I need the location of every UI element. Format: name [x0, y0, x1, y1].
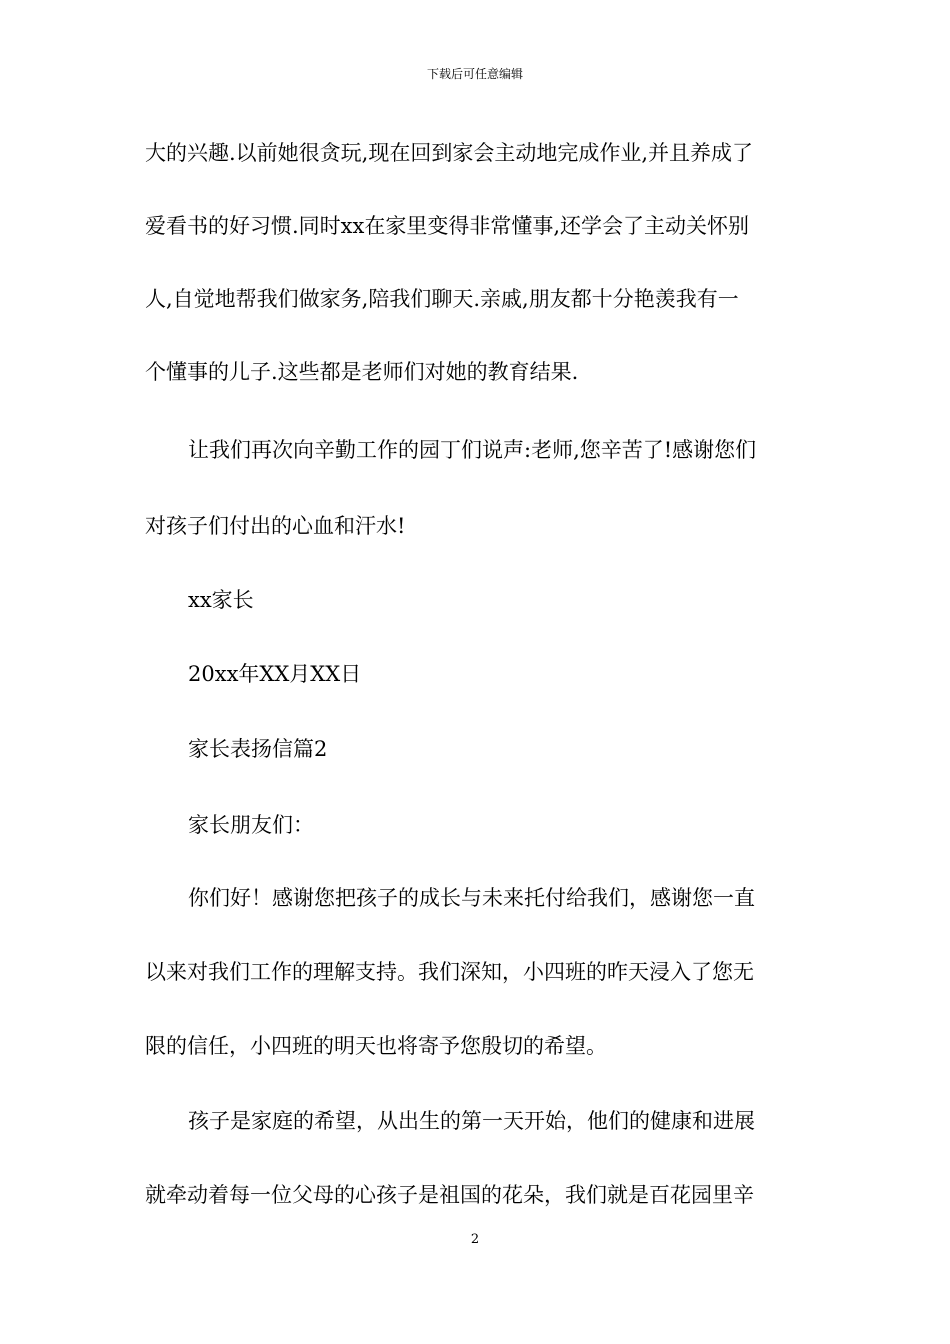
body-line: 大的兴趣.以前她很贪玩,现在回到家会主动地完成作业,并且养成了 [145, 141, 754, 165]
section-title: 家长表扬信篇2 [188, 737, 328, 761]
body-line: 以来对我们工作的理解支持。我们深知，小四班的昨天浸入了您无 [145, 960, 754, 984]
salutation: 家长朋友们： [188, 813, 314, 837]
page-number: 2 [470, 1232, 480, 1247]
body-line: 就牵动着每一位父母的心孩子是祖国的花朵，我们就是百花园里辛 [145, 1183, 754, 1207]
signature-parent: xx家长 [188, 588, 254, 612]
body-line: 爱看书的好习惯.同时xx在家里变得非常懂事,还学会了主动关怀别 [145, 214, 750, 238]
body-line: 限的信任，小四班的明天也将寄予您殷切的希望。 [145, 1034, 607, 1058]
body-line: 个懂事的儿子.这些都是老师们对她的教育结果. [145, 360, 579, 384]
body-line: 你们好！感谢您把孩子的成长与未来托付给我们，感谢您一直 [188, 886, 755, 910]
body-line: 孩子是家庭的希望，从出生的第一天开始，他们的健康和进展 [188, 1109, 755, 1133]
body-line: 人,自觉地帮我们做家务,陪我们聊天.亲戚,朋友都十分艳羡我有一 [145, 287, 739, 311]
page-header: 下载后可任意编辑 [426, 67, 523, 81]
body-line: 对孩子们付出的心血和汗水! [145, 514, 406, 538]
body-line: 让我们再次向辛勤工作的园丁们说声:老师,您辛苦了!感谢您们 [188, 438, 757, 462]
signature-date: 20xx年XX月XX日 [188, 662, 362, 686]
